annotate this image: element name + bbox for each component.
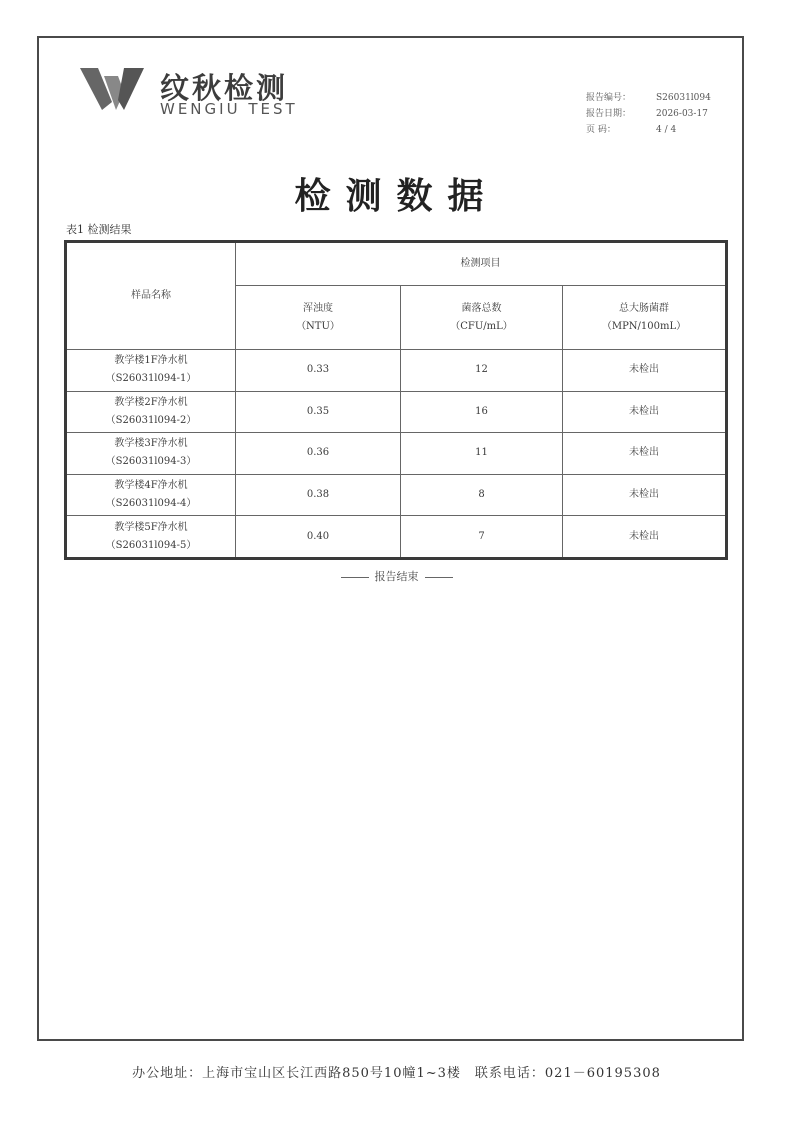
meta-report-number: [586, 90, 711, 106]
turbidity-cell: 0.40: [236, 516, 401, 559]
column-name: 总大肠菌群: [619, 302, 669, 314]
column-header: [401, 286, 563, 350]
sample-name: 教学楼2F净水机: [114, 396, 188, 408]
divider: [425, 577, 453, 578]
meta-value: 4 / 4: [656, 125, 677, 135]
sample-cell: [66, 350, 236, 392]
meta-value: 2026-03-17: [656, 109, 708, 119]
column-unit: （CFU/mL）: [450, 320, 513, 332]
sample-cell: [66, 474, 236, 516]
colony-cell: 7: [401, 516, 563, 559]
meta-report-date: [586, 106, 711, 122]
meta-page-number: [586, 122, 711, 138]
meta-label: 报告日期：: [586, 109, 632, 119]
column-unit: （NTU）: [296, 320, 340, 332]
page-title: 检测数据: [294, 175, 499, 217]
sample-name: 教学楼1F净水机: [114, 355, 188, 367]
sample-code: （S26031l094-4）: [105, 497, 197, 509]
table-caption: 表1 检测结果: [66, 223, 132, 236]
report-end-text: 报告结束: [374, 570, 419, 583]
turbidity-cell: 0.33: [236, 350, 401, 392]
meta-label: 报告编号：: [586, 93, 632, 103]
logo-name-en: WENGIU TEST: [160, 100, 298, 118]
table-row: [66, 391, 727, 433]
colony-cell: 11: [401, 433, 563, 475]
column-header: [236, 286, 401, 350]
table-row: [66, 474, 727, 516]
meta-label: 页 码：: [586, 125, 616, 135]
logo-mark-icon: [80, 66, 146, 112]
column-name: 菌落总数: [461, 302, 502, 314]
divider: [341, 577, 369, 578]
logo-name-cn: 纹秋检测: [160, 71, 289, 105]
turbidity-cell: 0.36: [236, 433, 401, 475]
coliform-cell: 未检出: [563, 516, 727, 559]
table-header-row: [66, 242, 727, 286]
coliform-cell: 未检出: [563, 474, 727, 516]
sample-name: 教学楼3F净水机: [114, 438, 188, 450]
meta-value: S26031l094: [656, 93, 711, 103]
column-name: 浑浊度: [303, 302, 333, 314]
report-meta: [586, 90, 711, 138]
sample-code: （S26031l094-3）: [105, 456, 197, 468]
test-items-header: 检测项目: [236, 242, 727, 286]
sample-cell: [66, 433, 236, 475]
sample-code: （S26031l094-5）: [105, 539, 197, 551]
colony-cell: 16: [401, 391, 563, 433]
sample-cell: [66, 391, 236, 433]
turbidity-cell: 0.38: [236, 474, 401, 516]
company-logo: [80, 60, 310, 120]
sample-cell: [66, 516, 236, 559]
sample-name-header: 样品名称: [66, 242, 236, 350]
sample-name: 教学楼5F净水机: [114, 521, 188, 533]
sample-code: （S26031l094-2）: [105, 414, 197, 426]
coliform-cell: 未检出: [563, 433, 727, 475]
table-row: [66, 516, 727, 559]
colony-cell: 8: [401, 474, 563, 516]
turbidity-cell: 0.35: [236, 391, 401, 433]
table-row: [66, 433, 727, 475]
column-unit: （MPN/100mL）: [601, 320, 687, 332]
sample-code: （S26031l094-1）: [105, 373, 197, 385]
report-end-note: [0, 568, 793, 584]
column-header: [563, 286, 727, 350]
table-row: [66, 350, 727, 392]
sample-name: 教学楼4F净水机: [114, 479, 188, 491]
colony-cell: 12: [401, 350, 563, 392]
results-table: [64, 240, 728, 560]
office-address: 办公地址：上海市宝山区长江西路850号10幢1~3楼 联系电话：021－60195308: [132, 1066, 661, 1081]
coliform-cell: 未检出: [563, 350, 727, 392]
coliform-cell: 未检出: [563, 391, 727, 433]
